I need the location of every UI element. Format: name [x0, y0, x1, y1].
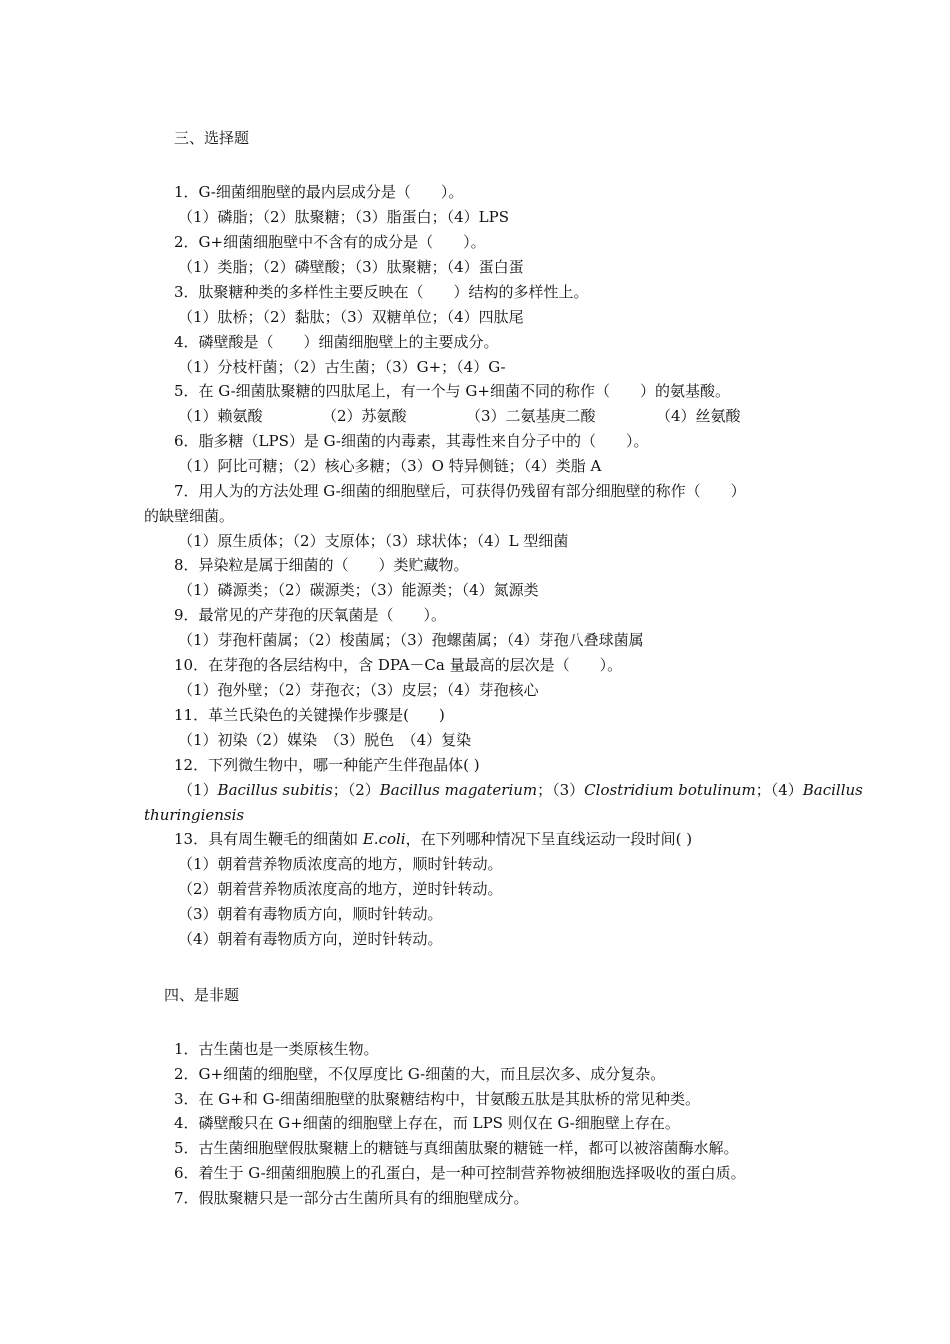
section-heading-true-false: 四、是非题 [164, 986, 240, 1004]
question-13-option-3: （3）朝着有毒物质方向，顺时针转动。 [178, 905, 443, 923]
question-12-option-3-num: ；（3） [537, 781, 585, 799]
question-12-option-1: Bacillus subitis [217, 781, 333, 799]
question-8-options: （1）磷源类；（2）碳源类；（3）能源类；（4）氮源类 [178, 581, 539, 599]
question-7-line-1: 7．用人为的方法处理 G-细菌的细胞壁后，可获得仍残留有部分细胞壁的称作（ ） [174, 482, 746, 500]
question-12-option-2-num: ；（2） [332, 781, 380, 799]
question-12-option-1-num: （1） [178, 781, 218, 799]
question-11-options: （1）初染（2）媒染 （3）脱色 （4）复染 [178, 731, 472, 749]
question-12-option-4-part-1: Bacillus [802, 781, 863, 799]
question-13-option-2: （2）朝着营养物质浓度高的地方，逆时针转动。 [178, 880, 503, 898]
question-4: 4．磷壁酸是（ ）细菌细胞壁上的主要成分。 [174, 333, 499, 351]
question-9: 9．最常见的产芽孢的厌氧菌是（ ）。 [174, 606, 447, 624]
question-13 [174, 829, 692, 849]
question-1-options: （1）磷脂；（2）肽聚糖；（3）脂蛋白；（4）LPS [178, 208, 510, 226]
question-5: 5．在 G-细菌肽聚糖的四肽尾上，有一个与 G+细菌不同的称作（ ）的氨基酸。 [174, 382, 730, 400]
question-5-option-3: （3）二氨基庚二酸 [466, 407, 596, 425]
question-13-text-post: ，在下列哪种情况下呈直线运动一段时间( ) [405, 830, 693, 848]
question-12-option-4-part-2: thuringiensis [144, 806, 245, 824]
question-8: 8．异染粒是属于细菌的（ ）类贮藏物。 [174, 556, 469, 574]
question-2-options: （1）类脂；（2）磷壁酸；（3）肽聚糖；（4）蛋白蛋 [178, 258, 524, 276]
statement-2: 2．G+细菌的细胞壁，不仅厚度比 G-细菌的大，而且层次多、成分复杂。 [174, 1065, 666, 1083]
question-11: 11．革兰氏染色的关键操作步骤是( ) [174, 706, 445, 724]
question-12-options-wrap [144, 805, 244, 825]
question-3-options: （1）肽桥；（2）黏肽；（3）双糖单位；（4）四肽尾 [178, 308, 524, 326]
question-7-options: （1）原生质体；（2）支原体；（3）球状体；（4）L 型细菌 [178, 532, 569, 550]
question-12-option-4-num: ；（4） [755, 781, 803, 799]
question-5-option-1: （1）赖氨酸 [178, 407, 263, 425]
section-heading-choice: 三、选择题 [174, 129, 250, 147]
question-13-organism: E.coli [362, 830, 406, 848]
statement-3: 3．在 G+和 G-细菌细胞壁的肽聚糖结构中，甘氨酸五肽是其肽桥的常见种类。 [174, 1090, 700, 1108]
question-3: 3．肽聚糖种类的多样性主要反映在（ ）结构的多样性上。 [174, 283, 589, 301]
statement-5: 5．古生菌细胞壁假肽聚糖上的糖链与真细菌肽聚的糖链一样，都可以被溶菌酶水解。 [174, 1139, 739, 1157]
question-13-text-pre: 13．具有周生鞭毛的细菌如 [174, 830, 363, 848]
question-13-option-1: （1）朝着营养物质浓度高的地方，顺时针转动。 [178, 855, 503, 873]
question-10: 10．在芽孢的各层结构中，含 DPA－Ca 量最高的层次是（ ）。 [174, 656, 623, 674]
statement-4: 4．磷壁酸只在 G+细菌的细胞壁上存在，而 LPS 则仅在 G-细胞壁上存在。 [174, 1114, 680, 1132]
question-6: 6．脂多糖（LPS）是 G-细菌的内毒素，其毒性来自分子中的（ ）。 [174, 432, 649, 450]
question-5-option-4: （4）丝氨酸 [656, 407, 741, 425]
question-12: 12．下列微生物中，哪一种能产生伴孢晶体( ) [174, 756, 480, 774]
question-2: 2．G+细菌细胞壁中不含有的成分是（ ）。 [174, 233, 486, 251]
question-5-option-2: （2）苏氨酸 [322, 407, 407, 425]
question-4-options: （1）分枝杆菌；（2）古生菌；（3）G+；（4）G- [178, 358, 506, 376]
question-12-options [178, 780, 863, 800]
question-7-line-2: 的缺壁细菌。 [144, 507, 235, 525]
statement-7: 7．假肽聚糖只是一部分古生菌所具有的细胞壁成分。 [174, 1189, 529, 1207]
question-1: 1．G-细菌细胞壁的最内层成分是（ ）。 [174, 183, 464, 201]
question-10-options: （1）孢外壁；（2）芽孢衣；（3）皮层；（4）芽孢核心 [178, 681, 539, 699]
question-12-option-2: Bacillus magaterium [379, 781, 538, 799]
question-9-options: （1）芽孢杆菌属；（2）梭菌属；（3）孢螺菌属；（4）芽孢八叠球菌属 [178, 631, 644, 649]
statement-1: 1．古生菌也是一类原核生物。 [174, 1040, 379, 1058]
question-12-option-3: Clostridium botulinum [584, 781, 756, 799]
question-13-option-4: （4）朝着有毒物质方向，逆时针转动。 [178, 930, 443, 948]
question-6-options: （1）阿比可糖；（2）核心多糖；（3）O 特异侧链；（4）类脂 A [178, 457, 602, 475]
statement-6: 6．着生于 G-细菌细胞膜上的孔蛋白，是一种可控制营养物被细胞选择吸收的蛋白质。 [174, 1164, 746, 1182]
